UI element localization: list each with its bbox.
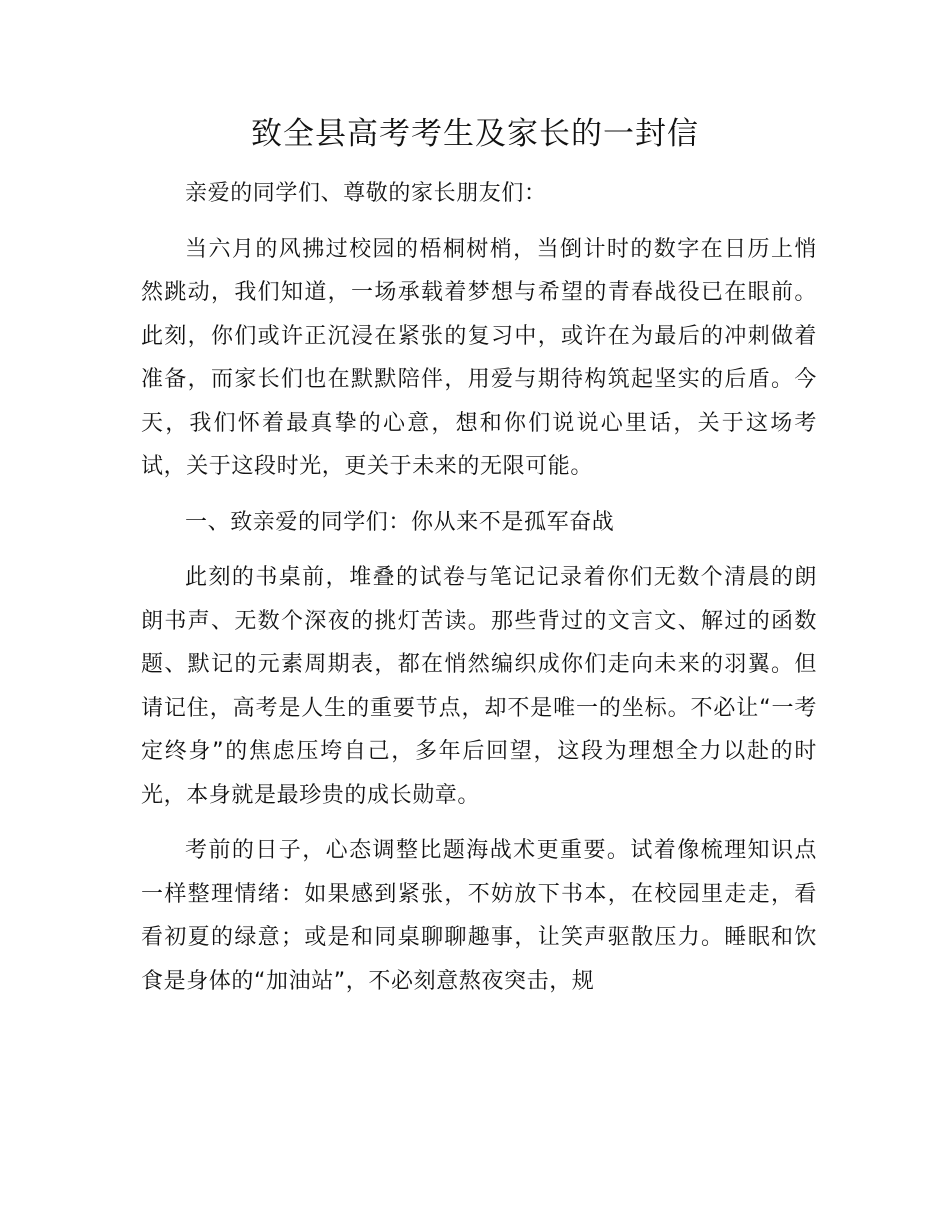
section-heading: 一、致亲爱的同学们：你从来不是孤军奋战: [185, 509, 615, 535]
document-body: [141, 172, 817, 1015]
document-title: 致全县高考考生及家长的一封信: [251, 116, 699, 152]
body-paragraph: 考前的日子，心态调整比题海战术更重要。试着像梳理知识点一样整理情绪：如果感到紧张，不妨放下书本，在校园里走走，看看初夏的绿意；或是和同桌聊聊趣事，让笑声驱散压力。睡眠和饮食是身体的“加油站”，不必刻意熬夜突击，规: [141, 838, 817, 994]
intro-paragraph: 当六月的风拂过校园的梧桐树梢，当倒计时的数字在日历上悄然跳动，我们知道，一场承载着梦想与希望的青春战役已在眼前。此刻，你们或许正沉浸在紧张的复习中，或许在为最后的冲刺做着准备，而家长们也在默默陪伴，用爱与期待构筑起坚实的后盾。今天，我们怀着最真挚的心意，想和你们说说心里话，关于这场考试，关于这段时光，更关于未来的无限可能。: [141, 236, 817, 479]
body-paragraph: 此刻的书桌前，堆叠的试卷与笔记记录着你们无数个清晨的朗朗书声、无数个深夜的挑灯苦读。那些背过的文言文、解过的函数题、默记的元素周期表，都在悄然编织成你们走向未来的羽翼。但请记住，高考是人生的重要节点，却不是唯一的坐标。不必让“一考定终身”的焦虑压垮自己，多年后回望，这段为理想全力以赴的时光，本身就是最珍贵的成长勋章。: [141, 565, 817, 808]
salutation-paragraph: 亲爱的同学们、尊敬的家长朋友们：: [185, 181, 547, 206]
